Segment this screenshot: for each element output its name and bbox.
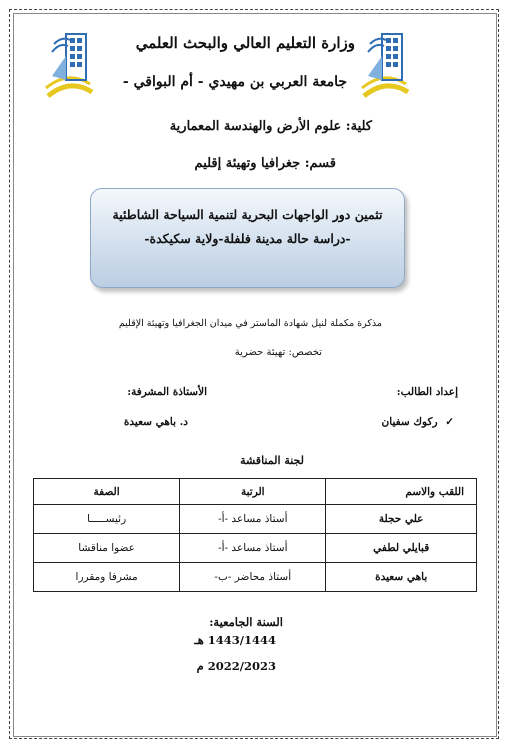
- specialization: تخصص: تهيئة حضرية: [234, 347, 322, 358]
- member-name: باهي سعيدة: [326, 563, 477, 592]
- column-header-name: اللقب والاسم: [326, 479, 477, 505]
- prepared-by-label: إعداد الطالب:: [396, 386, 458, 398]
- university-logo-right-icon: [358, 26, 414, 104]
- department-heading: قسم: جغرافيا وتهيئة إقليم: [194, 156, 336, 171]
- member-role: رئيســـــا: [34, 505, 180, 534]
- university-heading: جامعة العربي بن مهيدي - أم البواقي -: [122, 74, 347, 90]
- academic-year-gregorian: 2022/2023 م: [196, 659, 276, 673]
- academic-year-label: السنة الجامعية:: [209, 615, 283, 629]
- university-logo-left-icon: [42, 26, 98, 104]
- member-name: قبايلي لطفي: [326, 534, 477, 563]
- thesis-title-line1: تثمين دور الواجهات البحرية لتنمية السياحة الشاطئية: [112, 207, 383, 222]
- table-header-row: [34, 479, 477, 505]
- student-entry: [382, 416, 454, 428]
- student-name: ركوك سفيان: [381, 416, 438, 428]
- table-row: [34, 534, 477, 563]
- table-row: [34, 563, 477, 592]
- thesis-title-line2: -دراسة حالة مدينة فلفلة-ولاية سكيكدة-: [144, 231, 351, 246]
- faculty-heading: كلية: علوم الأرض والهندسة المعمارية: [169, 119, 372, 134]
- member-rank: أستاذ مساعد -أ-: [180, 505, 326, 534]
- member-role: عضوا مناقشا: [34, 534, 180, 563]
- committee-table: [33, 478, 477, 592]
- member-name: علي حجلة: [326, 505, 477, 534]
- ministry-heading: وزارة التعليم العالي والبحث العلمي: [135, 34, 355, 52]
- supervisor-name: د. باهي سعيدة: [123, 416, 188, 428]
- supervisor-label: الأستاذة المشرفة:: [127, 386, 207, 398]
- academic-year-hijri: 1443/1444 هـ: [194, 633, 276, 647]
- table-row: [34, 505, 477, 534]
- column-header-role: الصفة: [34, 479, 180, 505]
- member-rank: أستاذ مساعد -أ-: [180, 534, 326, 563]
- committee-title: لجنة المناقشة: [240, 454, 304, 467]
- member-role: مشرفا ومقررا: [34, 563, 180, 592]
- thesis-title-box: [90, 188, 405, 288]
- memo-description: مذكرة مكملة لنيل شهادة الماستر في ميدان الجغرافيا وتهيئة الإقليم: [118, 318, 382, 329]
- check-mark-icon: ✓: [445, 416, 454, 428]
- member-rank: أستاذ محاضر -ب-: [180, 563, 326, 592]
- column-header-rank: الرتبة: [180, 479, 326, 505]
